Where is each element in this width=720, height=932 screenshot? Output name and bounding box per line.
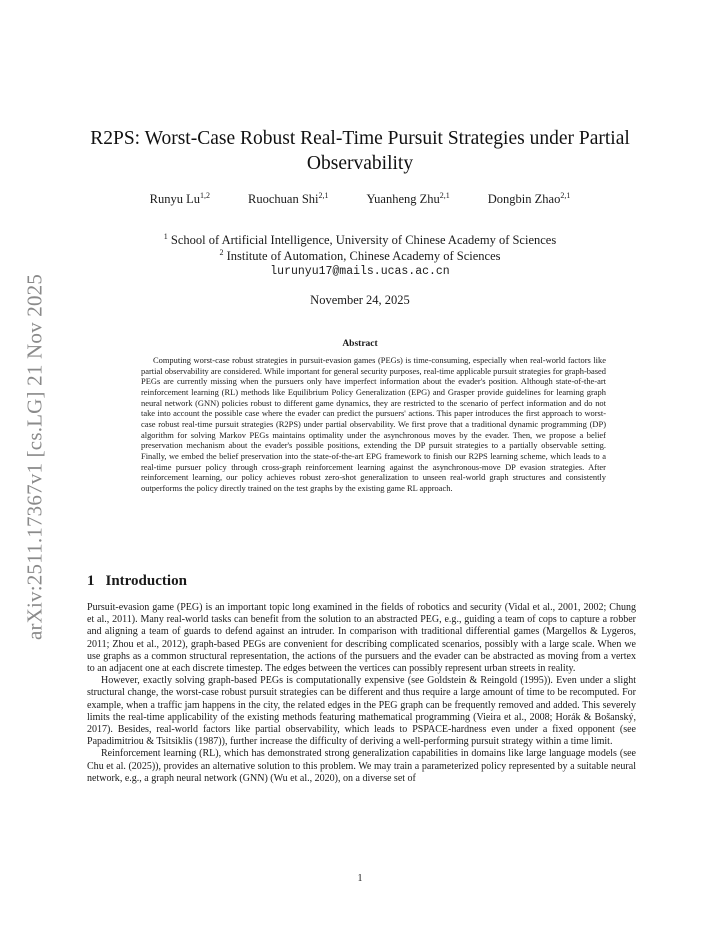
author: Runyu Lu$^{1,2}$ [149,190,211,206]
paragraph: However, exactly solving graph-based PEGs is computationally expensive (see Goldstein & Reingold (1995)). Even under a slight structural change, the worst-case robust pursuit strategies can be different and thus require a large amount of time to be recomputed. For example, when a traffic jam happens in the city, the related edges in the PEG graph can be frequently removed and added. This severely limits the real-time applicability of the existing methods featuring mathematical programming (Vieira et al., 2008; Horák & Bošanský, 2017). Besides, real-world factors like partial observability, which leads to PSPACE-hardness even under a fixed opponent (see Papadimitriou & Tsitsiklis (1987)), further increase the difficulty of deriving a well-performing pursuit strategy within a time limit. [87,675,636,748]
paragraph: Pursuit-evasion game (PEG) is an important topic long examined in the fields of robotics and security (Vidal et al., 2001, 2002; Chung et al., 2011). Many real-world tasks can benefit from the solution to an abstracted PEG, e.g., guiding a team of cops to capture a robber and aligning a team of guards to defend against an intruder. In comparison with traditional differential games (Margellos & Lygeros, 2011; Zhou et al., 2012), graph-based PEGs are convenient for describing complicated scenarios, possibly with a large scale. When we use graphs as a common structural representation, the actions of the pursuers and the evader can be abstracted as moving from a vertex to an adjacent one at each discrete timestep. The edges between the vertices can possibly represent urban streets in reality. [87,602,636,675]
introduction-body [87,602,636,785]
arxiv-stamp [20,262,50,652]
affiliation: $^1$ School of Artificial Intelligence, University of Chinese Academy of Sciences [163,231,557,247]
email-address[interactable]: lurunyu17@mails.ucas.ac.cn [270,265,450,278]
author-list [80,192,640,207]
abstract-heading: Abstract [342,339,378,349]
paragraph: Reinforcement learning (RL), which has demonstrated strong generalization capabilities in domains like large language models (see Chu et al. (2025)), provides an alternative solution to this problem. We may train a parameterized policy represented by a suitable neural network, e.g., a graph neural network (GNN) (Wu et al., 2020), on a diverse set of [87,748,636,784]
section-heading [87,573,187,590]
publication-date: November 24, 2025 [310,293,410,307]
author: Ruochuan Shi$^{2,1}$ [248,190,329,206]
author: Dongbin Zhao$^{2,1}$ [487,190,571,206]
section-number: 1 [87,573,95,589]
section-title: Introduction [105,573,187,589]
affiliations [80,233,640,280]
page-number: 1 [357,873,363,884]
paper-title: R2PS: Worst-Case Robust Real-Time Pursuit Strategies under Partial Observability [90,128,630,174]
abstract-text: Computing worst-case robust strategies in pursuit-evasion games (PEGs) is time-consuming, especially when real-world factors like partial observability are considered. While important for general security purposes, real-time applicable pursuit strategies for graph-based PEGs are currently missing when the pursuers only have imperfect information about the evader's position. Although state-of-the-art reinforcement learning (RL) methods like Equilibrium Policy Generalization (EPG) and Grasper provide guidelines for learning graph neural network (GNN) policies robust to different game dynamics, they are restricted to the scenario of perfect information and do not take into account the possible case where the evader can predict the pursuers' actions. This paper introduces the first approach to worst-case robust real-time pursuit strategies (R2PS) under partial observability. We first prove that a traditional dynamic programming (DP) algorithm for solving Markov PEGs maintains optimality under the asynchronous moves by the evader. Then, we propose a belief preservation mechanism about the evader's possible positions, extending the DP pursuit strategies to a partially observable setting. Finally, we embed the belief preservation into the state-of-the-art EPG framework to finish our R2PS learning scheme, which leads to a real-time pursuer policy through cross-graph reinforcement learning against the asynchronous-move DP evasion strategies. After reinforcement learning, our policy achieves robust zero-shot generalization to unseen real-world graph structures and consistently outperforms the policy directly trained on the test graphs by the existing game RL approach. [141,355,606,493]
affiliation: $^2$ Institute of Automation, Chinese Academy of Sciences [219,247,501,263]
author: Yuanheng Zhu$^{2,1}$ [366,190,450,206]
arxiv-stamp-text: arXiv:2511.17367v1 [cs.LG] 21 Nov 2025 [22,273,47,641]
